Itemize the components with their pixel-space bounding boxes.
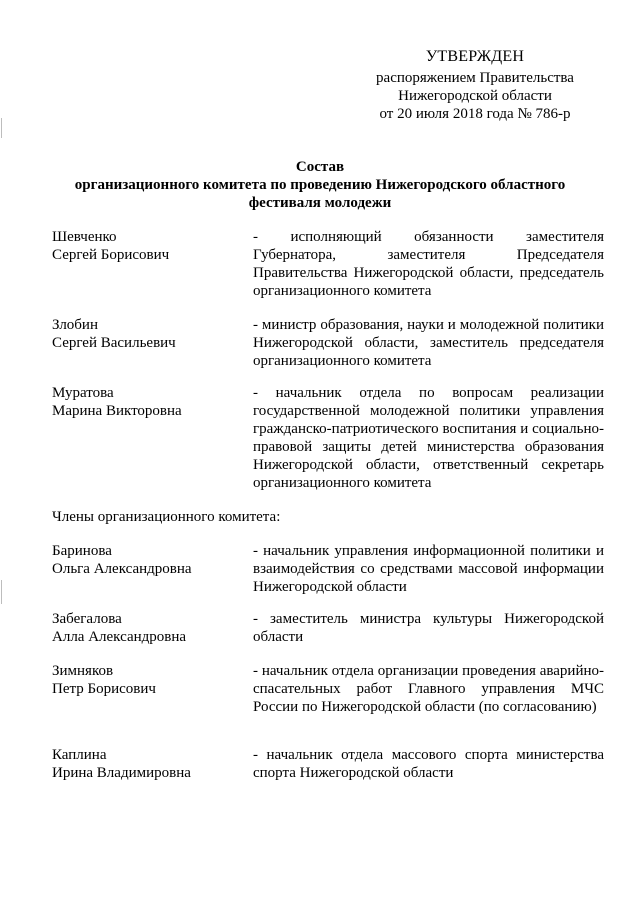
heading-subtitle: организационного комитета по проведению Нижегородского областного — [74, 177, 566, 193]
surname: Шевченко — [52, 229, 117, 245]
person-role: - министр образования, науки и молодежной политики Нижегородской области, заместитель председателя организационного комитета — [253, 317, 604, 369]
approval-line: Нижегородской области — [398, 88, 552, 104]
given-name: Сергей Борисович — [52, 247, 170, 263]
scan-edge-mark-bottom — [1, 580, 2, 604]
approval-title: УТВЕРЖДЕН — [425, 48, 525, 65]
given-name: Ирина Владимировна — [52, 765, 191, 781]
person-name — [52, 610, 247, 646]
person-role: - исполняющий обязанности заместителя Губернатора, заместителя Председателя Правительства Нижегородской области, председатель организационного комитета — [253, 229, 604, 299]
approval-line: распоряжением Правительства — [376, 70, 574, 86]
members-heading: Члены организационного комитета: — [52, 509, 281, 525]
person-role: - начальник отдела организации проведения аварийно-спасательных работ Главного управления МЧС России по Нижегородской области (по согласованию) — [253, 663, 604, 715]
heading-subtitle-end: фестиваля молодежи — [248, 195, 392, 211]
surname: Забегалова — [52, 611, 122, 627]
given-name: Сергей Васильевич — [52, 335, 176, 351]
person-role: - начальник управления информационной политики и взаимодействия со средствами массовой информации Нижегородской области — [253, 543, 604, 595]
given-name: Петр Борисович — [52, 681, 156, 697]
surname: Зимняков — [52, 663, 114, 679]
given-name: Ольга Александровна — [52, 561, 192, 577]
given-name: Алла Александровна — [52, 629, 187, 645]
person-name — [52, 662, 247, 698]
person-name — [52, 228, 247, 264]
approval-stamp — [360, 48, 590, 123]
surname: Каплина — [52, 747, 107, 763]
person-name — [52, 542, 247, 578]
scan-edge-mark-top — [1, 118, 2, 138]
heading-title: Состав — [295, 159, 345, 175]
approval-date: от 20 июля 2018 года № 786-р — [379, 106, 571, 122]
document-heading — [40, 158, 600, 212]
person-role: - начальник отдела по вопросам реализации государственной молодежной политики управления гражданско-патриотического воспитания и социально-правовой защиты детей министерства образования Нижегородской области, ответственный секретарь организационного комитета — [253, 385, 604, 491]
surname: Баринова — [52, 543, 112, 559]
person-name — [52, 746, 247, 782]
given-name: Марина Викторовна — [52, 403, 182, 419]
person-role: - заместитель министра культуры Нижегородской области — [253, 611, 604, 645]
surname: Злобин — [52, 317, 98, 333]
person-name — [52, 384, 247, 420]
surname: Муратова — [52, 385, 114, 401]
person-name — [52, 316, 247, 352]
person-role: - начальник отдела массового спорта министерства спорта Нижегородской области — [253, 747, 604, 781]
